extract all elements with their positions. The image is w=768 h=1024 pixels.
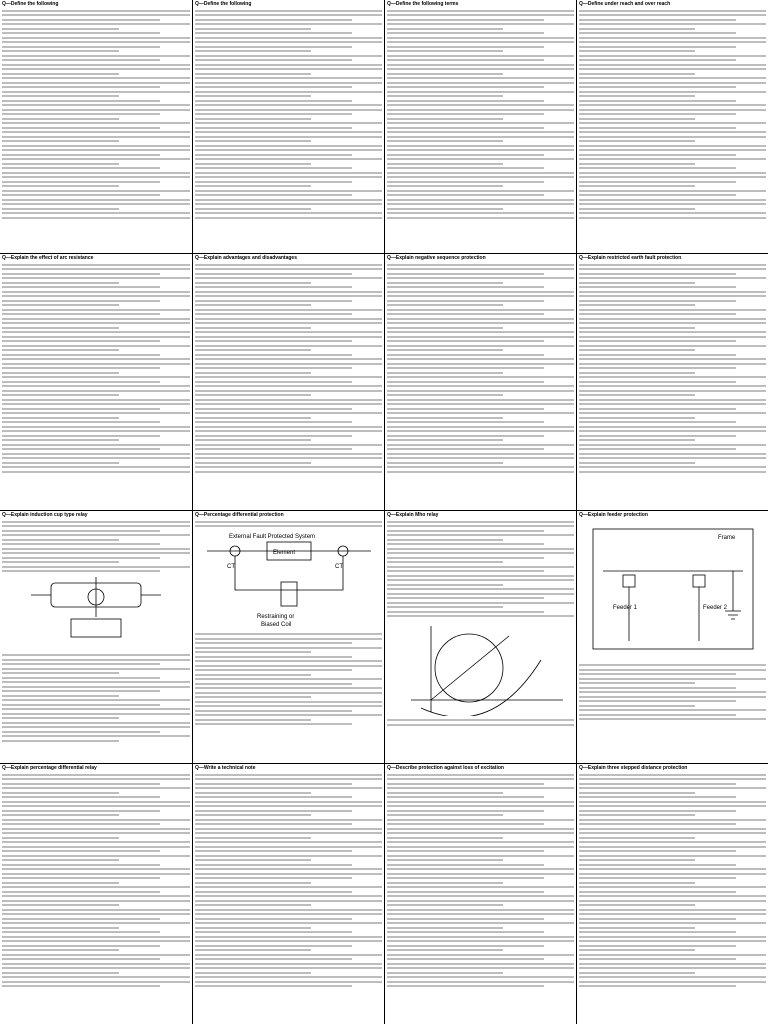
cell-title: Q— Explain negative sequence protection bbox=[387, 255, 574, 261]
cell-r1c1 bbox=[0, 0, 192, 253]
pilot-loop bbox=[235, 556, 343, 590]
text-placeholder bbox=[2, 521, 190, 573]
biased-coil-label: Biased Coil bbox=[260, 622, 291, 629]
cell-title: Q— Explain the effect of arc resistance bbox=[2, 255, 190, 261]
text-placeholder bbox=[579, 774, 766, 988]
cell-r1c3 bbox=[385, 0, 576, 253]
text-placeholder bbox=[579, 10, 766, 219]
offset-mho-arc bbox=[421, 660, 541, 716]
mho-characteristic-figure bbox=[391, 620, 571, 716]
cell-title: Q— Define the following bbox=[195, 1, 382, 7]
cell-r2c2 bbox=[193, 254, 384, 510]
text-placeholder bbox=[579, 664, 766, 720]
feeder-protection-figure bbox=[583, 521, 763, 661]
text-placeholder bbox=[195, 264, 382, 473]
ct1-label: CT bbox=[226, 564, 235, 571]
text-placeholder bbox=[387, 521, 574, 618]
feeder-1-label: Feeder 1 bbox=[612, 605, 637, 612]
breaker-1 bbox=[623, 575, 635, 587]
frame-label: Frame bbox=[717, 535, 735, 542]
cell-title: Q— Define the following bbox=[2, 1, 190, 7]
element-label: Element bbox=[272, 550, 295, 557]
text-placeholder bbox=[195, 774, 382, 988]
text-placeholder bbox=[387, 264, 574, 473]
text-placeholder bbox=[2, 774, 190, 988]
cell-r3c1 bbox=[0, 511, 192, 763]
cell-r4c1 bbox=[0, 764, 192, 1024]
impedance-line bbox=[431, 636, 509, 700]
text-placeholder bbox=[387, 10, 574, 219]
cell-title: Q— Describe protection against loss of excitation bbox=[387, 765, 574, 771]
cell-title: Q— Explain three stepped distance protection bbox=[579, 765, 766, 771]
cell-r3c2 bbox=[193, 511, 384, 763]
cell-title: Q— Explain percentage differential relay bbox=[2, 765, 190, 771]
cell-title: Q— Write a technical note bbox=[195, 765, 382, 771]
restraining-label: Restraining or bbox=[256, 614, 294, 621]
feeder-2-label: Feeder 2 bbox=[702, 605, 727, 612]
earth-connection bbox=[725, 571, 741, 619]
text-placeholder bbox=[195, 521, 382, 528]
cell-r4c2 bbox=[193, 764, 384, 1024]
operating-coil bbox=[281, 582, 297, 606]
mho-circle bbox=[435, 634, 503, 702]
cell-title: Q— Define the following terms bbox=[387, 1, 574, 7]
text-placeholder bbox=[387, 774, 574, 988]
cell-r1c2 bbox=[193, 0, 384, 253]
frame-box bbox=[593, 529, 753, 649]
ct2-label: CT bbox=[334, 564, 343, 571]
text-placeholder bbox=[195, 633, 382, 725]
cell-r3c3 bbox=[385, 511, 576, 763]
cell-r4c3 bbox=[385, 764, 576, 1024]
text-placeholder bbox=[579, 264, 766, 473]
cell-title: Q— Explain advantages and disadvantages bbox=[195, 255, 382, 261]
text-placeholder bbox=[387, 719, 574, 726]
breaker-2 bbox=[693, 575, 705, 587]
percentage-differential-figure bbox=[199, 530, 379, 630]
cell-r2c4 bbox=[577, 254, 768, 510]
cell-title: Q— Explain feeder protection bbox=[579, 512, 766, 518]
cup-stationary-core bbox=[71, 619, 121, 637]
text-placeholder bbox=[2, 264, 190, 473]
text-placeholder bbox=[195, 10, 382, 219]
text-placeholder bbox=[2, 10, 190, 219]
cell-r2c3 bbox=[385, 254, 576, 510]
cell-title: Q— Explain restricted earth fault protection bbox=[579, 255, 766, 261]
cell-title: Q— Explain induction cup type relay bbox=[2, 512, 190, 518]
cell-r3c4 bbox=[577, 511, 768, 763]
cell-title: Q— Explain Mho relay bbox=[387, 512, 574, 518]
cell-title: Q— Define under reach and over reach bbox=[579, 1, 766, 7]
text-placeholder bbox=[2, 654, 190, 742]
induction-cup-relay-figure bbox=[11, 575, 181, 651]
cell-r4c4 bbox=[577, 764, 768, 1024]
cell-title: Q— Percentage differential protection bbox=[195, 512, 382, 518]
cell-r1c4 bbox=[577, 0, 768, 253]
cell-r2c1 bbox=[0, 254, 192, 510]
figure-caption: External Fault Protected System bbox=[228, 534, 315, 541]
